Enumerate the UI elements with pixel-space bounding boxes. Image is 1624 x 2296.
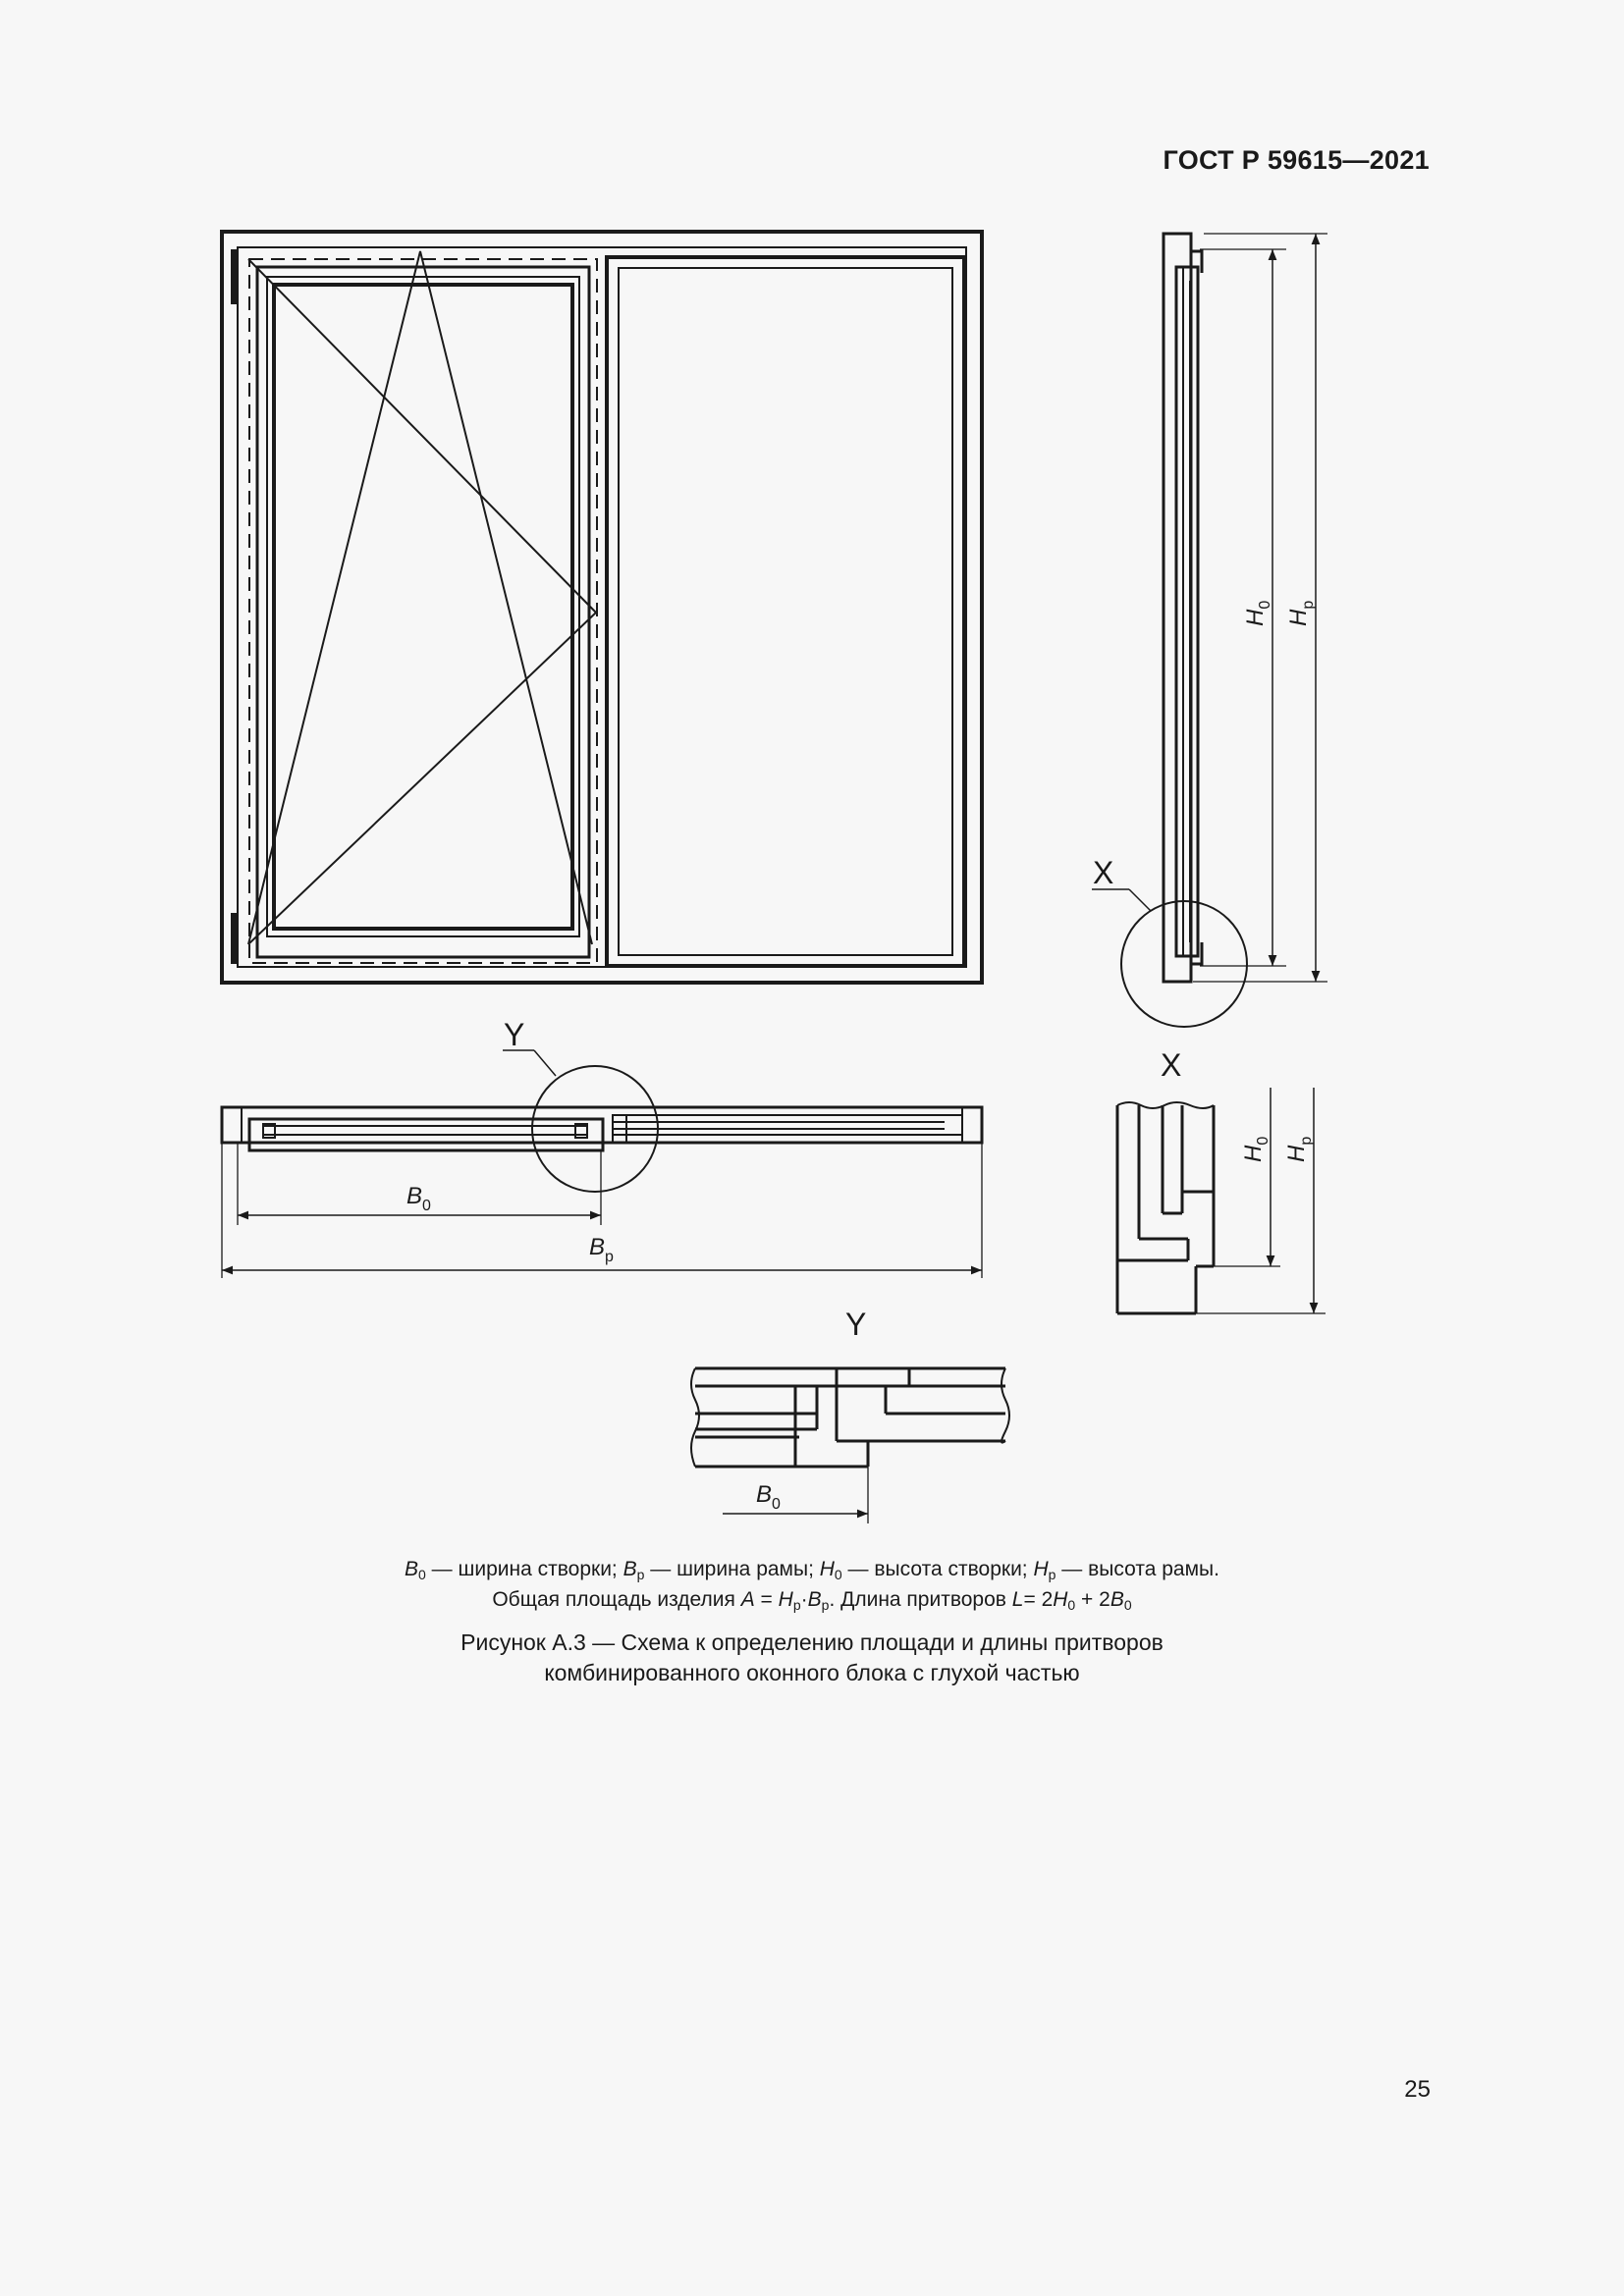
detail-x [1117, 1102, 1214, 1313]
label-bp-plan: $B_р$ [589, 1234, 614, 1265]
detail-x-dims [1196, 1088, 1326, 1313]
caption-line-2: комбинированного оконного блока с глухой частью [544, 1660, 1080, 1685]
sash-glass-inner [274, 285, 572, 929]
plan-fixed [613, 1115, 962, 1135]
hinge-top [231, 249, 238, 304]
detail-y-label: Y [504, 1017, 525, 1052]
side-view [1092, 234, 1327, 1027]
caption-line-1: Рисунок А.3 — Схема к определению площади и длины притворов [460, 1629, 1164, 1655]
label-b0-plan: $B_0$ [406, 1183, 431, 1214]
label-h0-detail: $H_0$ [1240, 1136, 1272, 1162]
turn-symbol [248, 259, 596, 944]
detail-x-label: X [1093, 855, 1114, 890]
figure-caption [0, 1628, 1624, 1688]
fixed-pane-inner [619, 268, 952, 955]
legend-line-2: Общая площадь изделия $A = H_р\cdot B_р$. Длина притворов $L= 2H_0 + 2B_0$ [492, 1588, 1132, 1613]
sash-glass-outer [267, 277, 579, 936]
sash-outer [257, 267, 589, 957]
front-view [222, 232, 982, 983]
frame-outer [222, 232, 982, 983]
page-number: 25 [1404, 2076, 1431, 2103]
side-sash [1176, 267, 1198, 956]
label-hp-side: $H_р$ [1285, 600, 1317, 626]
detail-y-title: Y [845, 1307, 867, 1342]
detail-y [691, 1368, 1009, 1467]
tilt-symbol [248, 251, 592, 944]
label-b0-detail: $B_0$ [756, 1481, 781, 1513]
sash-dashed-outline [249, 259, 597, 963]
detail-y-dims [723, 1467, 868, 1523]
legend-line-1: $B_0$ — ширина створки; $B_р$ — ширина рамы; $H_0$ — высота створки; $H_р$ — высота рамы. [405, 1558, 1219, 1582]
label-hp-detail: $H_р$ [1283, 1136, 1315, 1162]
figure-legend [0, 1557, 1624, 1618]
detail-x-title: X [1161, 1047, 1182, 1083]
fixed-pane-outer [607, 257, 964, 966]
label-h0-side: $H_0$ [1242, 600, 1273, 626]
document-header: ГОСТ Р 59615—2021 [1163, 145, 1430, 175]
hinge-bottom [231, 913, 238, 964]
frame-inner [238, 247, 966, 967]
